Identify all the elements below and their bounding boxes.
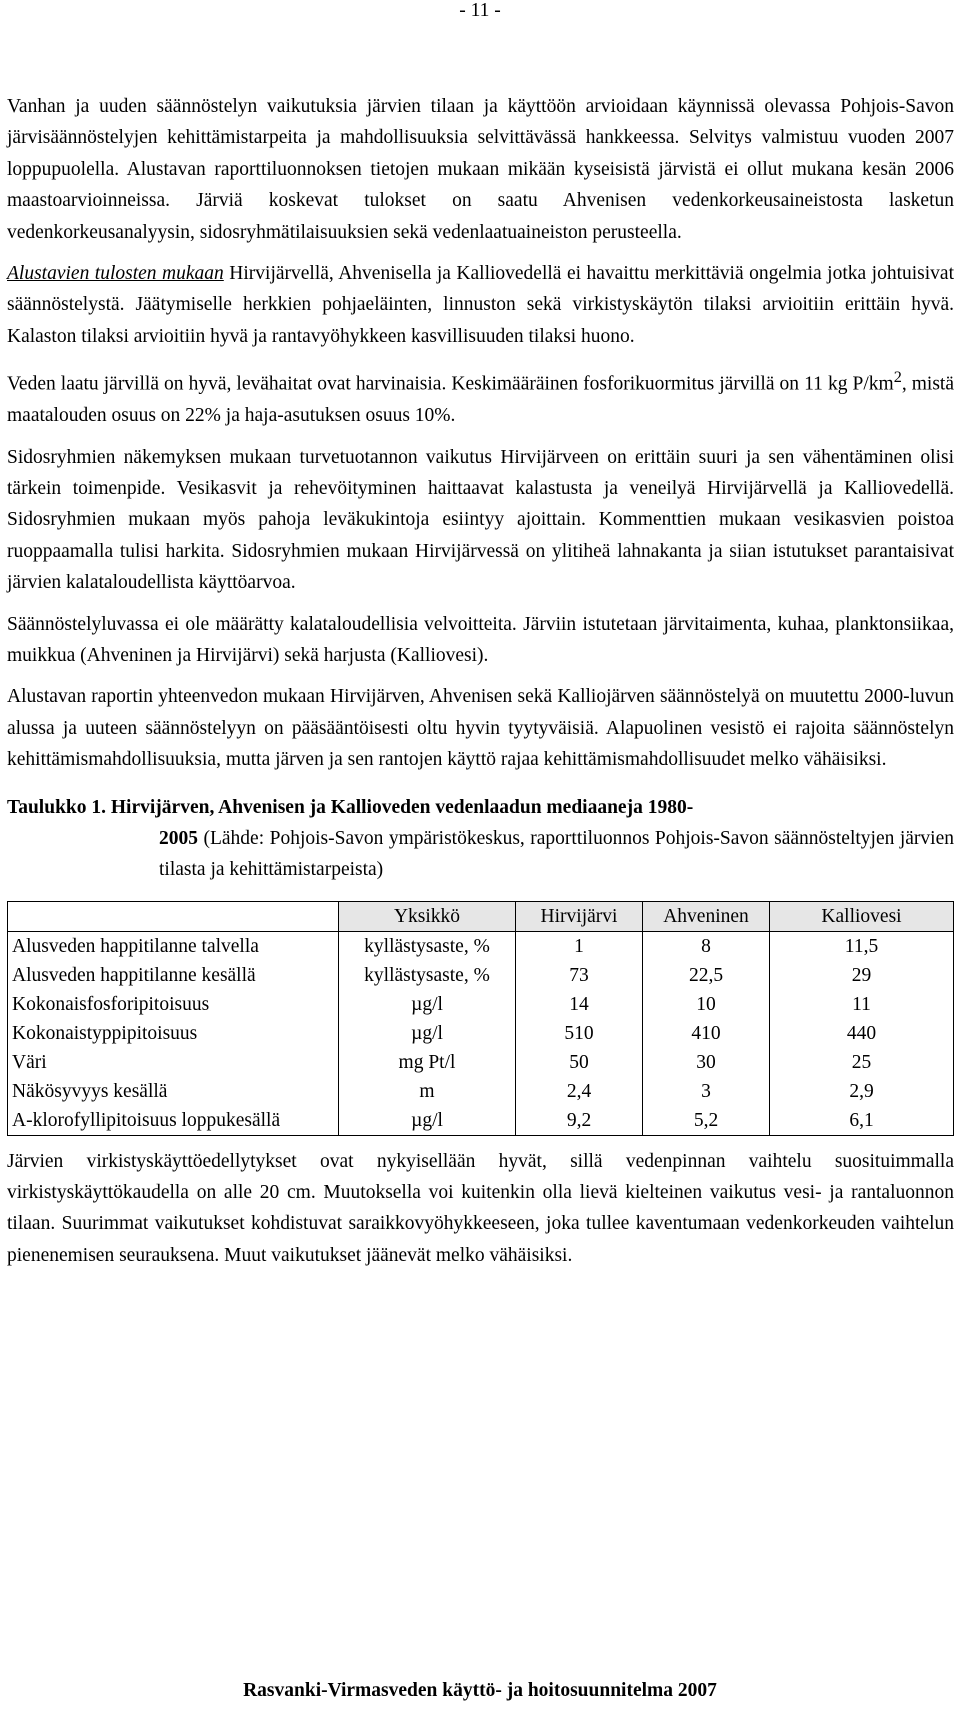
paragraph-2: [7, 258, 954, 352]
table-cell: 29: [770, 961, 954, 990]
table-cell: 8: [643, 931, 770, 961]
table-cell: 11: [770, 990, 954, 1019]
table-cell: 6,1: [770, 1106, 954, 1136]
table-row: [8, 1019, 954, 1048]
footer-title: Rasvanki-Virmasveden käyttö- ja hoitosuunnitelma 2007: [243, 1680, 717, 1701]
table-cell: 410: [643, 1019, 770, 1048]
table-caption: [7, 792, 954, 885]
table-cell: kyllästysaste, %: [339, 961, 516, 990]
table-cell: 30: [643, 1048, 770, 1077]
table-header-row: [8, 901, 954, 931]
table-cell: 1: [516, 931, 643, 961]
header-cell-ahveninen: Ahveninen: [643, 901, 770, 931]
table-cell: µg/l: [339, 990, 516, 1019]
table-cell: 73: [516, 961, 643, 990]
table-cell: Alusveden happitilanne kesällä: [8, 961, 339, 990]
document-body: [7, 91, 954, 1271]
table-cell: 14: [516, 990, 643, 1019]
table-cell: Väri: [8, 1048, 339, 1077]
table-cell: 10: [643, 990, 770, 1019]
paragraph-6: Alustavan raportin yhteenvedon mukaan Hirvijärven, Ahvenisen sekä Kalliojärven säännöstelyä on muutettu 2000-luvun alussa ja uuteen säännöstelyyn on pääsääntöisesti oltu hyvin tyytyväisiä. Alapuolinen vesistö ei rajoita säännöstelyn kehittämismahdollisuuksia, mutta järven ja sen rantojen käyttö rajaa kehittämismahdollisuudet melko vähäisiksi.: [7, 686, 954, 771]
paragraph-7: Järvien virkistyskäyttöedellytykset ovat nykyisellään hyvät, sillä vedenpinnan vaihtelu suosituimmalla virkistyskäyttökaudella on alle 20 cm. Muutoksella voi kuitenkin olla lievä kielteinen vaikutus vesi- ja rantaluonnon tilaan. Suurimmat vaikutukset kohdistuvat saraikkovyöhykkeeseen, joka tullee kaventumaan vedenkorkeuden vaihtelun pienenemisen seurauksena. Muut vaikutukset jäänevät melko vähäisiksi.: [7, 1150, 954, 1266]
header-cell-blank: [8, 901, 339, 931]
table-cell: Kokonaisfosforipitoisuus: [8, 990, 339, 1019]
table-cell: Alusveden happitilanne talvella: [8, 931, 339, 961]
header-cell-hirvijarvi: Hirvijärvi: [516, 901, 643, 931]
table-cell: 22,5: [643, 961, 770, 990]
table-row: [8, 1048, 954, 1077]
table-cell: 2,4: [516, 1077, 643, 1106]
table-cell: m: [339, 1077, 516, 1106]
paragraph-1: Vanhan ja uuden säännöstelyn vaikutuksia järvien tilaan ja käyttöön arvioidaan käynnissä olevassa Pohjois-Savon järvisäännöstelyjen kehittämistarpeita ja mahdollisuuksia selvittävässä hankkeessa. Selvitys valmistuu vuoden 2007 loppupuolella. Alustavan raporttiluonnoksen tietojen mukaan mikään kyseisistä järvistä ei ollut mukana kesän 2006 maastoarvioinneissa. Järviä koskevat tulokset on saatu Ahvenisen vedenkorkeusaineistosta lasketun vedenkorkeusanalyysin, sidosryhmätilaisuuksien sekä vedenlaatuaineiston perusteella.: [7, 96, 954, 243]
table-cell: 3: [643, 1077, 770, 1106]
caption-lead: Taulukko 1. Hirvijärven, Ahvenisen ja Kallioveden vedenlaadun mediaaneja 1980-: [7, 796, 694, 818]
table-cell: 510: [516, 1019, 643, 1048]
caption-source: (Lähde: Pohjois-Savon ympäristökeskus, raporttiluonnos Pohjois-Savon säännösteltyjen järvien tilasta ja kehittämistarpeista): [159, 827, 954, 880]
table-row: [8, 931, 954, 961]
table-cell: 11,5: [770, 931, 954, 961]
table-row: [8, 961, 954, 990]
paragraph-3-text-b: , mistä maatalouden osuus on 22% ja haja-asutuksen osuus 10%.: [7, 373, 954, 427]
table-cell: kyllästysaste, %: [339, 931, 516, 961]
caption-lead-year: 2005: [159, 827, 198, 849]
table-row: [8, 990, 954, 1019]
table-row: [8, 1077, 954, 1106]
header-cell-unit: Yksikkö: [339, 901, 516, 931]
table-cell: 9,2: [516, 1106, 643, 1136]
paragraph-3: [7, 362, 954, 431]
header-cell-kalliovesi: Kalliovesi: [770, 901, 954, 931]
table-cell: mg Pt/l: [339, 1048, 516, 1077]
page-number: - 11 -: [459, 0, 501, 21]
table-row: [8, 1106, 954, 1136]
underlined-phrase: Alustavien tulosten mukaan: [7, 263, 224, 285]
table-cell: A-klorofyllipitoisuus loppukesällä: [8, 1106, 339, 1136]
table-cell: Näkösyvyys kesällä: [8, 1077, 339, 1106]
water-quality-table: [7, 901, 954, 1136]
table-cell: Kokonaistyppipitoisuus: [8, 1019, 339, 1048]
table-cell: 440: [770, 1019, 954, 1048]
paragraph-4: Sidosryhmien näkemyksen mukaan turvetuotannon vaikutus Hirvijärveen on erittäin suuri ja sen vähentäminen olisi tärkein toimenpide. Vesikasvit ja rehevöityminen haittaavat kalastusta ja veneilyä Hirvijärvellä ja Kalliovedellä. Sidosryhmien mukaan myös pahoja leväkukintoja esiintyy ajoittain. Kommenttien mukaan vesikasvien poistoa ruoppaamalla tulisi harkita. Sidosryhmien mukaan Hirvijärvessä on ylitiheä lahnakanta ja siian istutukset parantaisivat järvien kalataloudellista käyttöarvoa.: [7, 446, 954, 594]
table-cell: 2,9: [770, 1077, 954, 1106]
paragraph-2-text: Hirvijärvellä, Ahvenisella ja Kalliovedellä ei havaittu merkittäviä ongelmia jotka johtuisivat säännöstelystä. Jäätymiselle herkkien pohjaeläinten, linnuston sekä virkistyskäytön tilaksi arvioitiin erittäin hyvä. Kalaston tilaksi arvioitiin hyvä ja rantavyöhykkeen kasvillisuuden tilaksi huono.: [7, 263, 954, 347]
table-cell: 50: [516, 1048, 643, 1077]
table-cell: 5,2: [643, 1106, 770, 1136]
paragraph-5: Säännöstelyluvassa ei ole määrätty kalataloudellisia velvoitteita. Järviin istutetaan järvitaimenta, kuhaa, planktonsiikaa, muikkua (Ahveninen ja Hirvijärvi) sekä harjusta (Kalliovesi).: [7, 613, 954, 666]
table-cell: µg/l: [339, 1106, 516, 1136]
table-cell: 25: [770, 1048, 954, 1077]
paragraph-3-text-a: Veden laatu järvillä on hyvä, levähaitat ovat harvinaisia. Keskimääräinen fosforikuormitus järvillä on 11 kg P/km: [7, 373, 894, 395]
table-cell: µg/l: [339, 1019, 516, 1048]
superscript: 2: [893, 368, 902, 387]
caption-continuation: [7, 823, 954, 885]
